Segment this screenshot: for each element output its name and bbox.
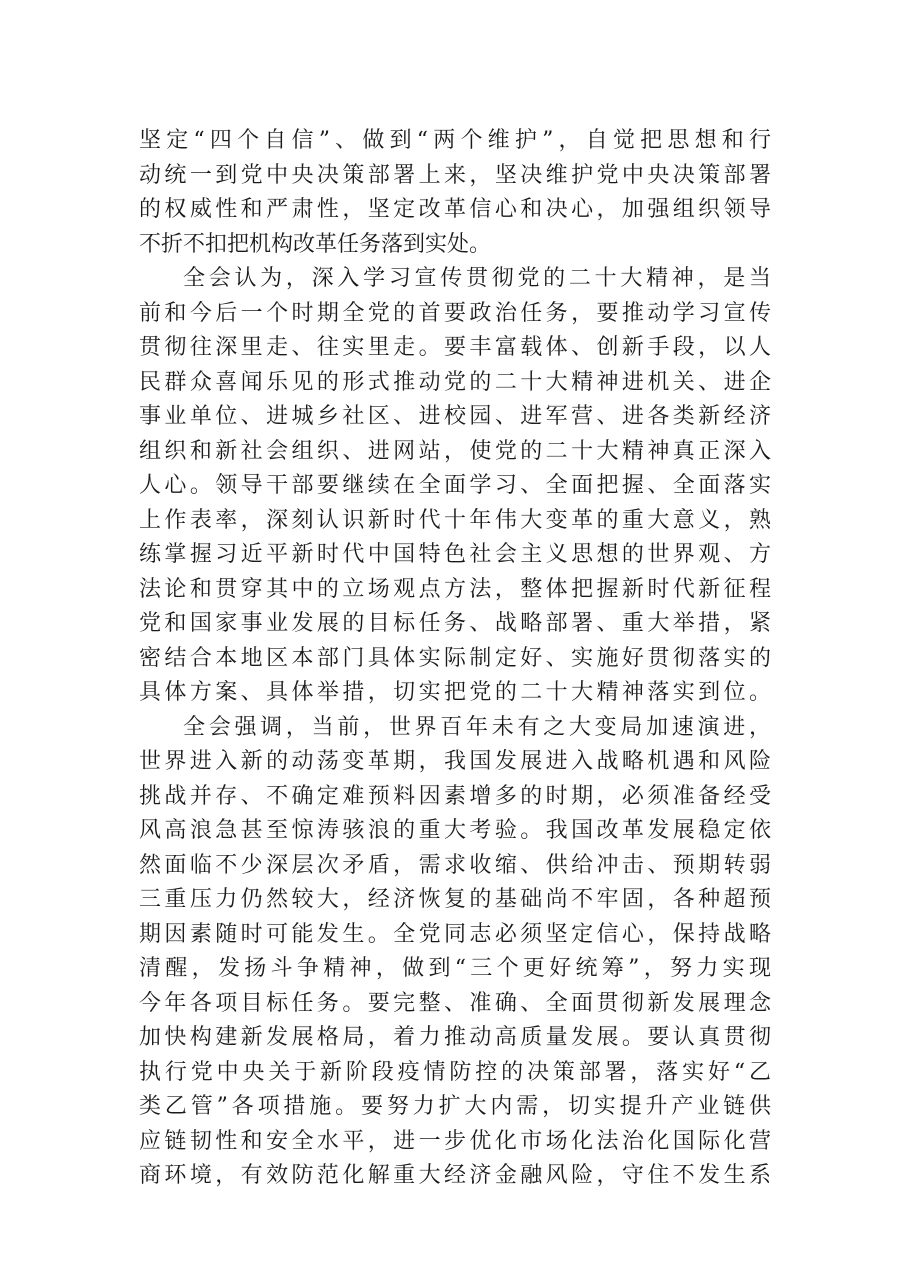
text-line: 类乙管”各项措施。要努力扩大内需，切实提升产业链供	[139, 1094, 771, 1119]
text-line: 上作表率，深刻认识新时代十年伟大变革的重大意义，熟	[139, 507, 771, 533]
text-line: 挑战并存、不确定难预料因素增多的时期，必须准备经受	[139, 783, 771, 809]
text-line: 期因素随时可能发生。全党同志必须坚定信心，保持战略	[139, 921, 771, 947]
text-line: 动统一到党中央决策部署上来，坚决维护党中央决策部署	[139, 162, 771, 188]
text-line: 党和国家事业发展的目标任务、战略部署、重大举措，紧	[139, 611, 771, 636]
text-line: 民群众喜闻乐见的形式推动党的二十大精神进机关、进企	[139, 369, 771, 395]
text-line: 事业单位、进城乡社区、进校园、进军营、进各类新经济	[139, 404, 771, 429]
paragraph	[139, 124, 771, 262]
text-line: 贯彻往深里走、往实里走。要丰富载体、创新手段，以人	[139, 335, 771, 360]
text-line: 三重压力仍然较大，经济恢复的基础尚不牢固，各种超预	[139, 887, 771, 912]
text-line: 全会认为，深入学习宣传贯彻党的二十大精神，是当	[183, 266, 771, 291]
text-line: 风高浪急甚至惊涛骇浪的重大考验。我国改革发展稳定依	[139, 818, 771, 843]
text-line: 前和今后一个时期全党的首要政治任务，要推动学习宣传	[139, 300, 771, 326]
body-text	[139, 124, 771, 1194]
text-line: 全会强调，当前，世界百年未有之大变局加速演进，	[183, 714, 771, 740]
text-line: 密结合本地区本部门具体实际制定好、实施好贯彻落实的	[139, 645, 771, 671]
text-line: 清醒，发扬斗争精神，做到“三个更好统筹”，努力实现	[139, 956, 771, 981]
text-line: 的权威性和严肃性，坚定改革信心和决心，加强组织领导	[139, 197, 771, 222]
paragraph	[139, 711, 771, 1194]
text-line: 然面临不少深层次矛盾，需求收缩、供给冲击、预期转弱	[139, 852, 771, 878]
text-line: 组织和新社会组织、进网站，使党的二十大精神真正深入	[139, 438, 771, 464]
text-line: 具体方案、具体举措，切实把党的二十大精神落实到位。	[139, 680, 771, 705]
text-line: 人心。领导干部要继续在全面学习、全面把握、全面落实	[139, 473, 771, 498]
text-line: 练掌握习近平新时代中国特色社会主义思想的世界观、方	[139, 542, 771, 567]
text-line: 法论和贯穿其中的立场观点方法，整体把握新时代新征程	[139, 576, 771, 602]
text-line: 应链韧性和安全水平，进一步优化市场化法治化国际化营	[139, 1128, 771, 1154]
text-line: 不折不扣把机构改革任务落到实处。	[139, 231, 492, 257]
text-line: 商环境，有效防范化解重大经济金融风险，守住不发生系	[139, 1163, 771, 1188]
text-line: 世界进入新的动荡变革期，我国发展进入战略机遇和风险	[139, 749, 771, 774]
text-line: 坚定“四个自信”、做到“两个维护”，自觉把思想和行	[139, 128, 771, 153]
paragraph	[139, 262, 771, 711]
text-line: 执行党中央关于新阶段疫情防控的决策部署，落实好“乙	[139, 1059, 771, 1085]
text-line: 加快构建新发展格局，着力推动高质量发展。要认真贯彻	[139, 1025, 771, 1050]
text-line: 今年各项目标任务。要完整、准确、全面贯彻新发展理念	[139, 990, 771, 1016]
